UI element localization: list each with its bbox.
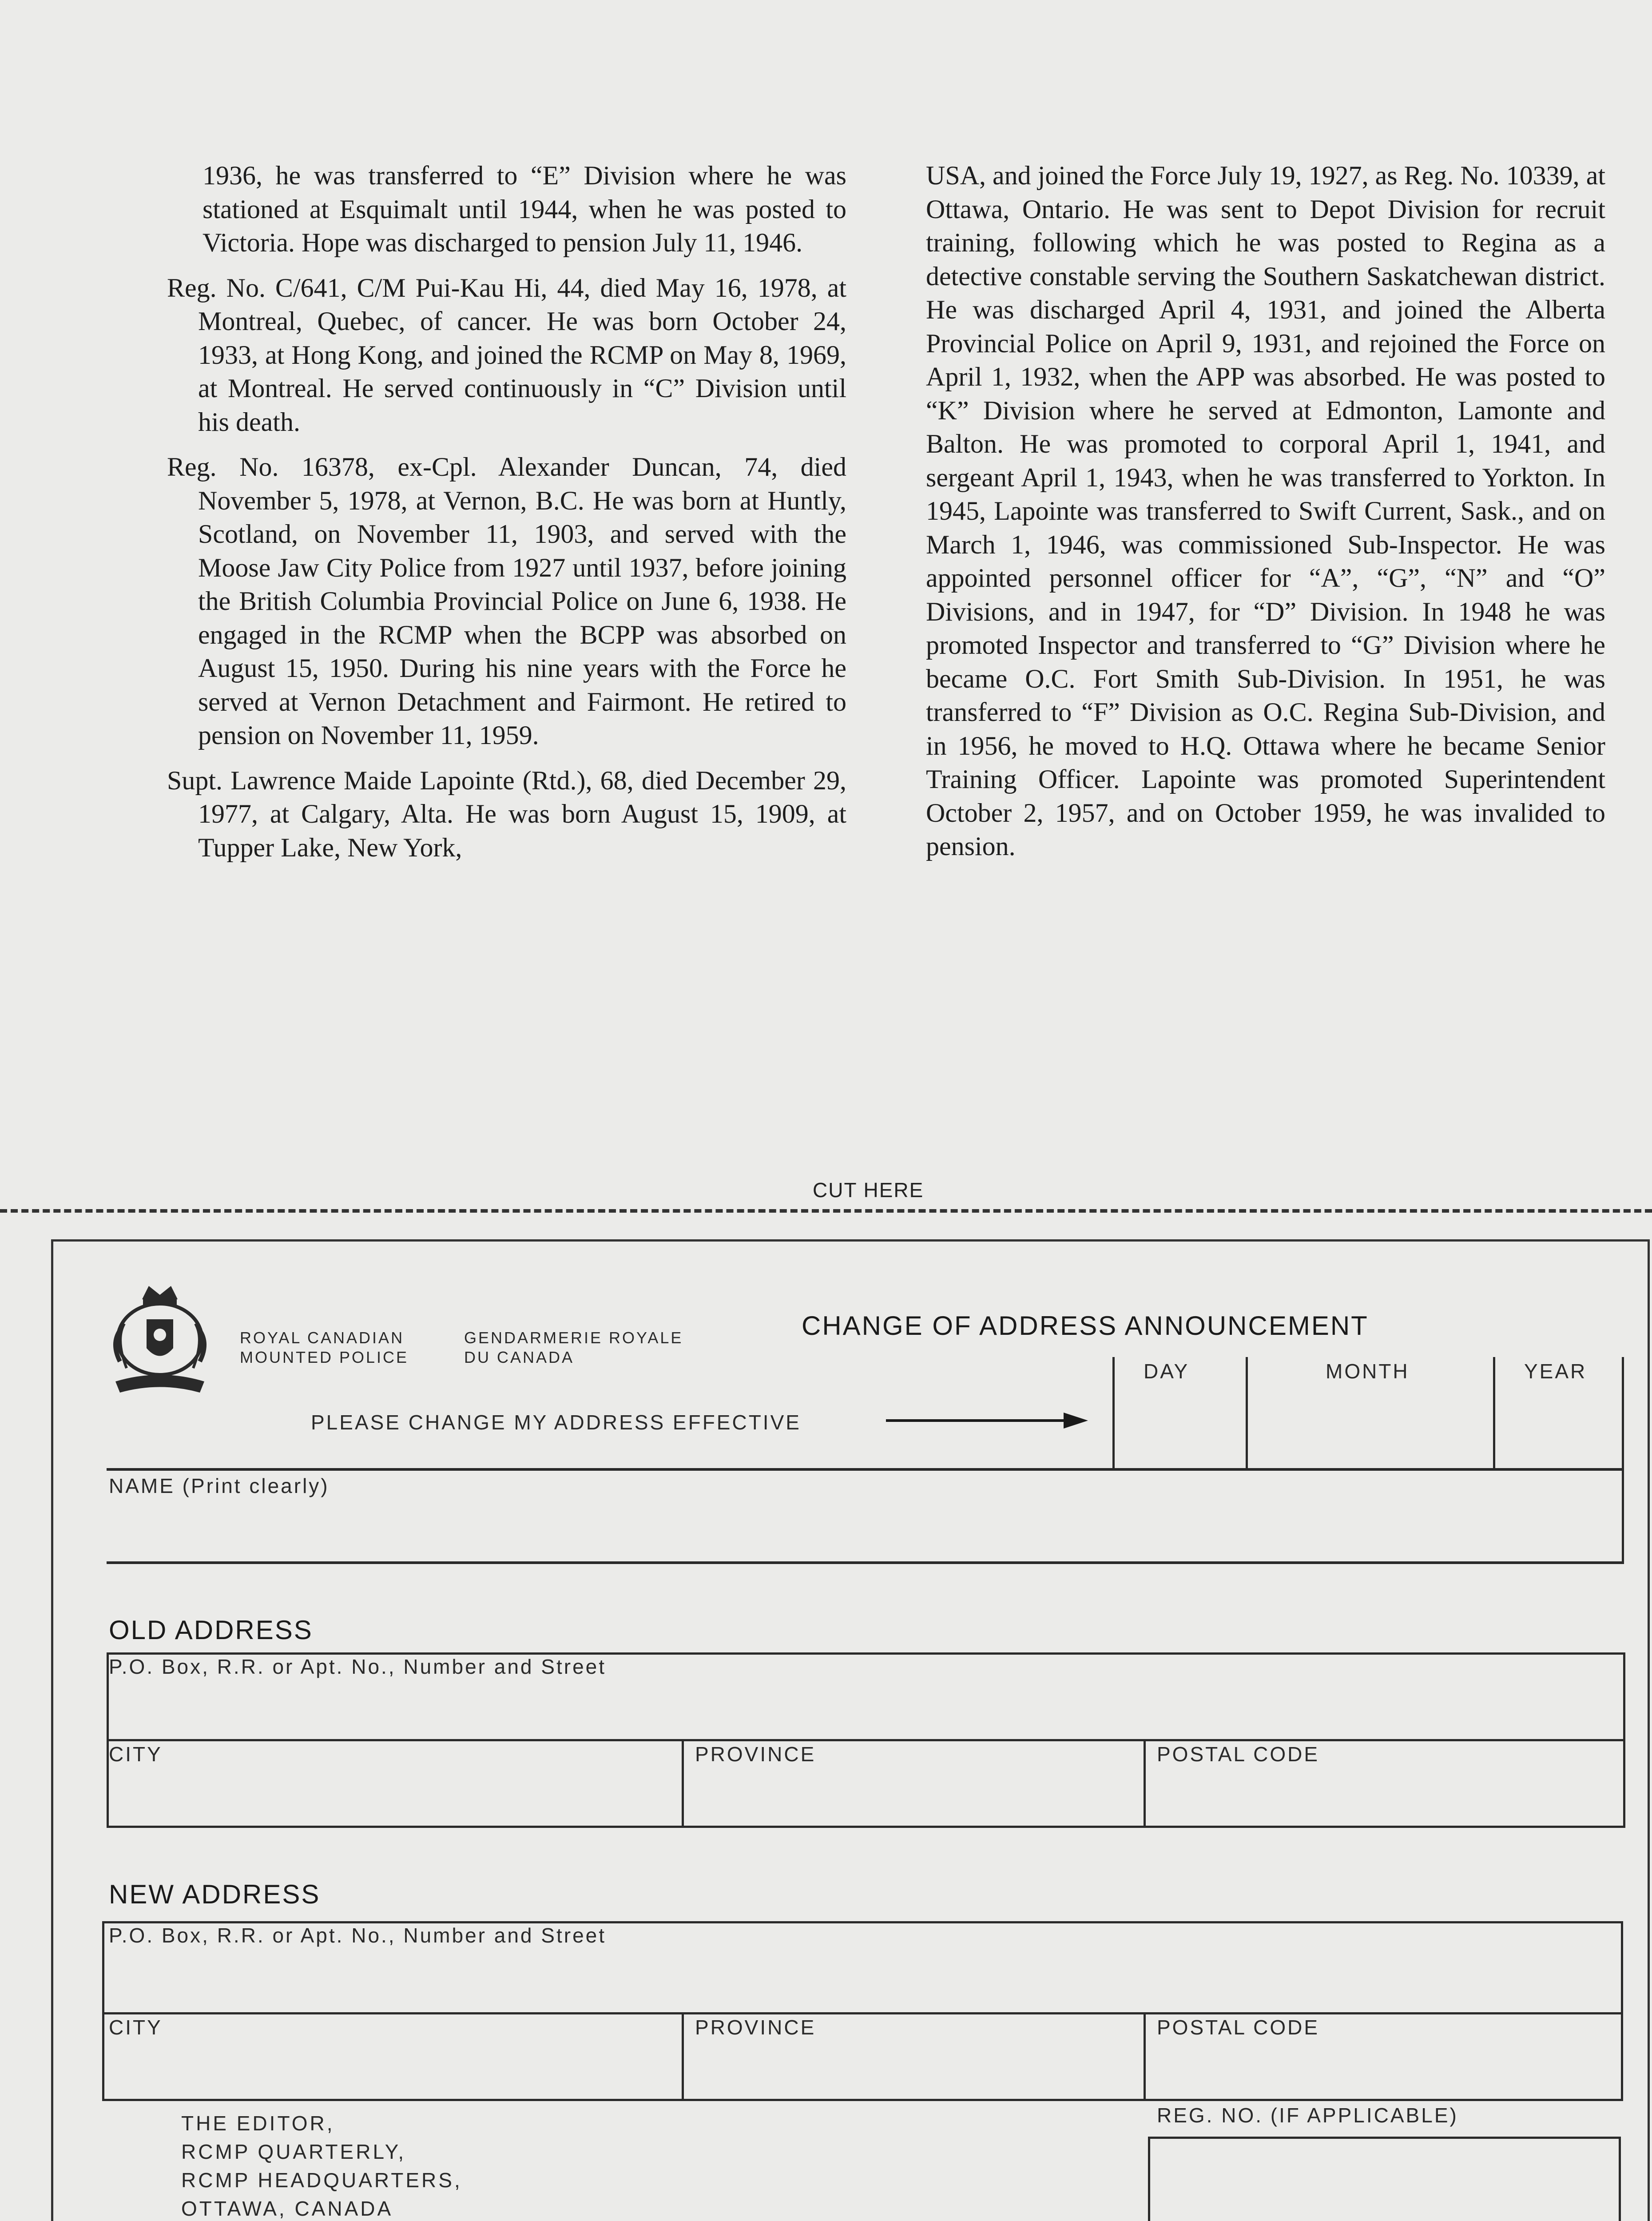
day-field[interactable] — [1115, 1359, 1246, 1470]
arrow-right-icon — [886, 1412, 1090, 1429]
rcmp-crest-icon — [107, 1282, 213, 1401]
effective-date-label: PLEASE CHANGE MY ADDRESS EFFECTIVE — [311, 1411, 801, 1434]
obituary-paragraph: Supt. Lawrence Maide Lapointe (Rtd.), 68, died December 29, 1977, at Calgary, Alta. He was born August 15, 1909, at Tupper Lake, New York, — [167, 765, 846, 862]
new-province-field[interactable] — [684, 2043, 1141, 2099]
cut-dashed-line — [0, 1209, 1652, 1213]
article-column-right — [926, 159, 1605, 875]
cut-here-label: CUT HERE — [813, 1178, 924, 1202]
old-city-label: CITY — [109, 1743, 163, 1766]
name-field[interactable] — [107, 1499, 1621, 1561]
editor-mailing-address: THE EDITOR, RCMP QUARTERLY, RCMP HEADQUARTERS, OTTAWA, CANADA — [181, 2112, 462, 2220]
month-label: MONTH — [1326, 1360, 1410, 1383]
obituary-paragraph: 1936, he was transferred to “E” Division where he was stationed at Esquimalt until 1944, when he was posted to Victoria. Hope was discharged to pension July 11, 1946. — [203, 161, 846, 257]
year-field[interactable] — [1495, 1359, 1622, 1470]
old-street-field[interactable] — [109, 1684, 1619, 1737]
month-field[interactable] — [1248, 1359, 1493, 1470]
new-street-field[interactable] — [104, 1952, 1619, 2010]
org-name-fr: GENDARMERIE ROYALE DU CANADA — [464, 1329, 683, 1366]
obituary-paragraph: Reg. No. C/641, C/M Pui-Kau Hi, 44, died May 16, 1978, at Montreal, Quebec, of cancer. He was born October 24, 1933, at Hong Kong, and joined the RCMP on May 8, 1969, at Montreal. He served continuously in “C” Division until his death. — [167, 273, 846, 437]
day-label: DAY — [1144, 1360, 1190, 1383]
reg-no-label: REG. NO. (IF APPLICABLE) — [1157, 2104, 1458, 2127]
old-province-label: PROVINCE — [695, 1743, 816, 1766]
org-name-en: ROYAL CANADIAN MOUNTED POLICE — [240, 1329, 409, 1366]
new-street-label: P.O. Box, R.R. or Apt. No., Number and Street — [109, 1924, 607, 1947]
old-address-heading: OLD ADDRESS — [109, 1615, 313, 1645]
old-province-field[interactable] — [684, 1770, 1141, 1826]
new-postal-field[interactable] — [1146, 2043, 1621, 2099]
new-city-field[interactable] — [104, 2043, 679, 2099]
new-address-heading: NEW ADDRESS — [109, 1879, 321, 1909]
old-postal-label: POSTAL CODE — [1157, 1743, 1320, 1766]
new-postal-label: POSTAL CODE — [1157, 2016, 1320, 2039]
article-column-left — [167, 159, 846, 876]
name-label: NAME (Print clearly) — [109, 1474, 330, 1497]
obituary-paragraph: USA, and joined the Force July 19, 1927, as Reg. No. 10339, at Ottawa, Ontario. He was sent to Depot Division for recruit training, following which he was posted to Regina as a detective constable serving the Southern Saskatchewan district. He was discharged April 4, 1931, and joined the Alberta Provincial Police on April 9, 1931, and rejoined the Force on April 1, 1932, when the APP was absorbed. He was posted to “K” Division where he served at Edmonton, Lamonte and Balton. He was promoted to corporal April 1, 1941, and sergeant April 1, 1943, when he was transferred to Yorkton. In 1945, Lapointe was transferred to Swift Current, Sask., and on March 1, 1946, was commissioned Sub-Inspector. He was appointed personnel officer for “A”, “G”, “N” and “O” Divisions, and in 1947, for “D” Division. In 1948 he was promoted Inspector and transferred to “G” Division where he became O.C. Fort Smith Sub-Division. In 1951, he was transferred to “F” Division as O.C. Regina Sub-Division, and in 1956, he moved to H.Q. Ottawa where he became Senior Training Officer. Lapointe was promoted Superintendent October 2, 1957, and on October 1959, he was invalided to pension. — [926, 161, 1605, 861]
new-city-label: CITY — [109, 2016, 163, 2039]
old-city-field[interactable] — [109, 1770, 679, 1826]
new-province-label: PROVINCE — [695, 2016, 816, 2039]
form-title: CHANGE OF ADDRESS ANNOUNCEMENT — [802, 1311, 1369, 1341]
old-street-label: P.O. Box, R.R. or Apt. No., Number and Street — [109, 1655, 607, 1678]
year-label: YEAR — [1524, 1360, 1587, 1383]
reg-no-field[interactable] — [1148, 2137, 1621, 2221]
obituary-paragraph: Reg. No. 16378, ex-Cpl. Alexander Duncan, 74, died November 5, 1978, at Vernon, B.C. He was born at Huntly, Scotland, on November 11, 1903, and served with the Moose Jaw City Police from 1927 until 1937, before joining the British Columbia Provincial Police on June 6, 1938. He engaged in the RCMP when the BCPP was absorbed on August 15, 1950. During his nine years with the Force he served at Vernon Detachment and Fairmont. He retired to pension on November 11, 1959. — [167, 452, 846, 750]
old-postal-field[interactable] — [1146, 1770, 1623, 1826]
